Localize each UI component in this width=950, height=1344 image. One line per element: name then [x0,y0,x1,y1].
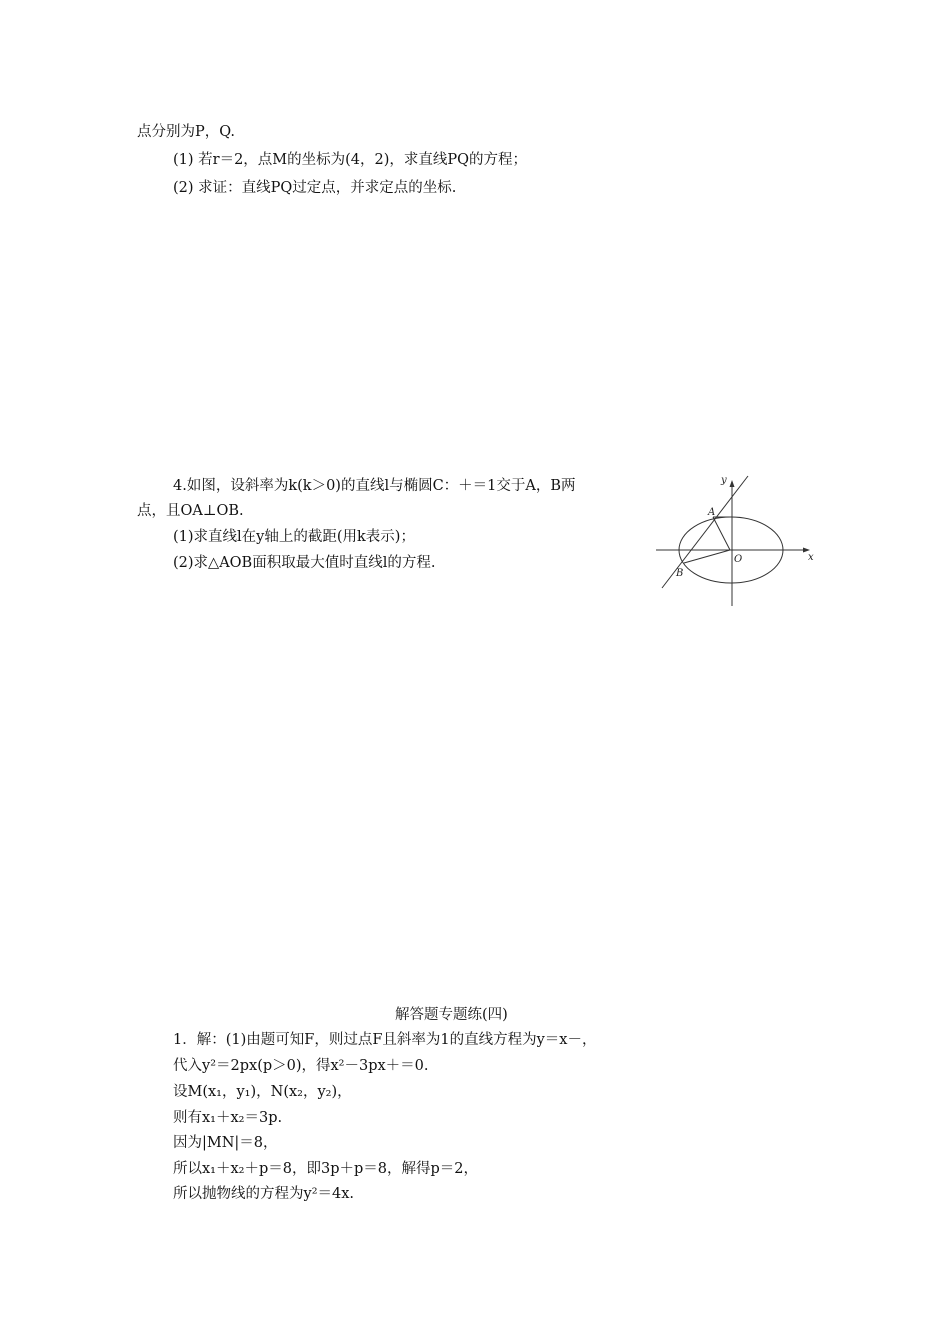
label-y: y [721,475,727,486]
label-x: x [808,552,814,563]
problem-4-part-1: (1)求直线l在y轴上的截距(用k表示)； [173,529,415,545]
answers-title: 解答题专题练(四) [395,1007,508,1023]
ellipse-diagram [652,472,820,612]
problem-3-part-1: (1) 若r＝2，点M的坐标为(4，2)，求直线PQ的方程； [173,152,528,168]
label-o: O [734,554,743,565]
ellipse-figure [652,472,820,612]
answer-line: 设M(x₁，y₁)，N(x₂，y₂)， [173,1084,352,1100]
answer-line: 代入y²＝2px(p＞0)，得x²－3px＋＝0. [173,1058,429,1074]
problem-4-statement-cont: 点，且OA⊥OB. [137,503,244,519]
answer-line: 1．解：(1)由题可知F，则过点F且斜率为1的直线方程为y＝x－， [173,1032,597,1048]
label-b: B [676,568,684,579]
answer-line: 所以x₁＋x₂＋p＝8，即3p＋p＝8，解得p＝2， [173,1161,479,1177]
problem-3-text-line: 点分别为P，Q. [137,124,236,140]
line-l [662,476,748,588]
label-a: A [708,507,716,518]
problem-3-part-2: (2) 求证：直线PQ过定点，并求定点的坐标. [173,180,457,196]
problem-4-part-2: (2)求△AOB面积取最大值时直线l的方程. [173,555,436,571]
answer-line: 则有x₁＋x₂＝3p. [173,1110,283,1126]
segment-ob [684,550,730,563]
problem-4-statement: 4.如图，设斜率为k(k＞0)的直线l与椭圆C：＋＝1交于A，B两 [173,478,576,494]
answer-line: 所以抛物线的方程为y²＝4x. [173,1186,355,1202]
segment-oa [713,517,730,550]
answer-line: 因为|MN|＝8， [173,1135,278,1151]
y-axis-arrow [730,480,735,487]
